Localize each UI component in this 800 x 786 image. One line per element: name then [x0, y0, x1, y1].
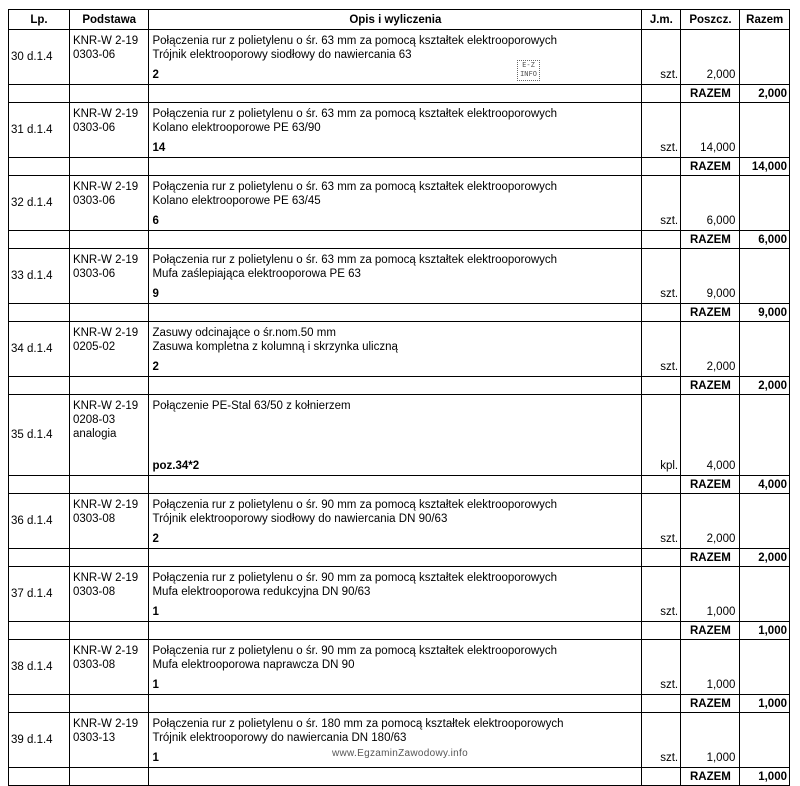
- sum-row: [9, 476, 790, 494]
- row-jm: szt.: [642, 30, 681, 85]
- row-lp: 33 d.1.4: [9, 249, 70, 304]
- podstawa-line: KNR-W 2-19: [72, 35, 139, 47]
- opis-line: Połączenia rur z polietylenu o śr. 63 mm za pomocą kształtek elektrooporowych: [152, 254, 558, 266]
- row-podstawa: [69, 103, 149, 158]
- sum-row: [9, 158, 790, 176]
- table-row: [9, 322, 790, 377]
- podstawa-line: analogia: [72, 428, 117, 440]
- table-row: [9, 249, 790, 304]
- sum-empty-cell: [642, 768, 681, 786]
- sum-empty-cell: [69, 85, 149, 103]
- row-razem-empty: [740, 176, 790, 231]
- opis-line: Trójnik elektrooporowy siodłowy do nawiercania 63: [152, 49, 412, 61]
- sum-value: 1,000: [740, 768, 790, 786]
- row-lp: 39 d.1.4: [9, 713, 70, 768]
- sum-empty-cell: [69, 549, 149, 567]
- sum-empty-cell: [69, 377, 149, 395]
- table-row: [9, 103, 790, 158]
- podstawa-line: KNR-W 2-19: [72, 572, 139, 584]
- opis-line: Zasuwa kompletna z kolumną i skrzynka uliczną: [152, 341, 398, 353]
- podstawa-line: 0205-02: [72, 341, 116, 353]
- header-jm: J.m.: [642, 10, 681, 30]
- sum-row: [9, 85, 790, 103]
- opis-line: Mufa zaślepiająca elektrooporowa PE 63: [152, 268, 361, 280]
- sum-empty-cell: [642, 622, 681, 640]
- row-opis: [149, 713, 642, 768]
- header-poszcz: Poszcz.: [681, 10, 740, 30]
- sum-label: RAZEM: [681, 231, 740, 249]
- header-row: [9, 10, 790, 30]
- watermark-logo: E-Z INFO: [517, 60, 540, 81]
- row-opis: [149, 176, 642, 231]
- sum-empty-cell: [9, 549, 70, 567]
- opis-line: Połączenia rur z polietylenu o śr. 90 mm za pomocą kształtek elektrooporowych: [152, 572, 558, 584]
- opis-line: Zasuwy odcinające o śr.nom.50 mm: [152, 327, 336, 339]
- sum-value: 14,000: [740, 158, 790, 176]
- sum-value: 1,000: [740, 695, 790, 713]
- opis-line: Połączenia rur z polietylenu o śr. 90 mm za pomocą kształtek elektrooporowych: [152, 645, 558, 657]
- header-razem: Razem: [740, 10, 790, 30]
- row-opis: [149, 494, 642, 549]
- row-ilosc: 1: [152, 752, 159, 764]
- podstawa-line: KNR-W 2-19: [72, 718, 139, 730]
- sum-value: 6,000: [740, 231, 790, 249]
- row-opis: [149, 30, 642, 85]
- row-ilosc: 2: [152, 361, 159, 373]
- sum-empty-cell: [9, 768, 70, 786]
- row-opis: [149, 249, 642, 304]
- row-podstawa: [69, 713, 149, 768]
- opis-line: Połączenia rur z polietylenu o śr. 63 mm za pomocą kształtek elektrooporowych: [152, 35, 558, 47]
- sum-empty-cell: [9, 377, 70, 395]
- sum-value: 1,000: [740, 622, 790, 640]
- opis-line: Mufa elektrooporowa naprawcza DN 90: [152, 659, 355, 671]
- podstawa-line: KNR-W 2-19: [72, 254, 139, 266]
- row-razem-empty: [740, 494, 790, 549]
- sum-empty-cell: [149, 695, 642, 713]
- sum-empty-cell: [9, 304, 70, 322]
- row-ilosc: 6: [152, 215, 159, 227]
- sum-empty-cell: [69, 768, 149, 786]
- sum-row: [9, 549, 790, 567]
- table-row: [9, 567, 790, 622]
- row-ilosc: 14: [152, 142, 166, 154]
- row-ilosc: 9: [152, 288, 159, 300]
- podstawa-line: 0303-06: [72, 49, 116, 61]
- sum-row: [9, 622, 790, 640]
- podstawa-line: 0303-06: [72, 195, 116, 207]
- opis-line: Połączenia rur z polietylenu o śr. 180 mm za pomocą kształtek elektrooporowych: [152, 718, 564, 730]
- row-poszcz: 9,000: [681, 249, 740, 304]
- row-jm: szt.: [642, 494, 681, 549]
- sum-empty-cell: [69, 158, 149, 176]
- row-podstawa: [69, 176, 149, 231]
- opis-line: Kolano elektrooporowe PE 63/90: [152, 122, 321, 134]
- opis-line: Połączenia rur z polietylenu o śr. 90 mm za pomocą kształtek elektrooporowych: [152, 499, 558, 511]
- sum-label: RAZEM: [681, 85, 740, 103]
- sum-empty-cell: [9, 158, 70, 176]
- podstawa-line: KNR-W 2-19: [72, 327, 139, 339]
- row-lp: 35 d.1.4: [9, 395, 70, 476]
- sum-empty-cell: [69, 476, 149, 494]
- header-opis: Opis i wyliczenia: [149, 10, 642, 30]
- sum-empty-cell: [642, 158, 681, 176]
- sum-empty-cell: [9, 85, 70, 103]
- podstawa-line: KNR-W 2-19: [72, 645, 139, 657]
- sum-empty-cell: [9, 622, 70, 640]
- row-poszcz: 14,000: [681, 103, 740, 158]
- row-poszcz: 1,000: [681, 713, 740, 768]
- sum-label: RAZEM: [681, 304, 740, 322]
- row-jm: szt.: [642, 103, 681, 158]
- row-lp: 36 d.1.4: [9, 494, 70, 549]
- sum-row: [9, 768, 790, 786]
- row-razem-empty: [740, 395, 790, 476]
- row-razem-empty: [740, 567, 790, 622]
- podstawa-line: 0303-06: [72, 122, 116, 134]
- sum-empty-cell: [149, 549, 642, 567]
- header-lp: Lp.: [9, 10, 70, 30]
- podstawa-line: KNR-W 2-19: [72, 400, 139, 412]
- podstawa-line: 0303-08: [72, 513, 116, 525]
- opis-line: Połączenie PE-Stal 63/50 z kołnierzem: [152, 400, 351, 412]
- sum-value: 2,000: [740, 549, 790, 567]
- sum-empty-cell: [69, 304, 149, 322]
- row-poszcz: 1,000: [681, 640, 740, 695]
- sum-label: RAZEM: [681, 158, 740, 176]
- sum-value: 9,000: [740, 304, 790, 322]
- sum-empty-cell: [9, 695, 70, 713]
- opis-line: Połączenia rur z polietylenu o śr. 63 mm za pomocą kształtek elektrooporowych: [152, 181, 558, 193]
- sum-empty-cell: [149, 304, 642, 322]
- sum-empty-cell: [642, 304, 681, 322]
- sum-empty-cell: [149, 768, 642, 786]
- row-ilosc: 2: [152, 69, 159, 81]
- row-poszcz: 2,000: [681, 30, 740, 85]
- row-podstawa: [69, 322, 149, 377]
- table-row: [9, 30, 790, 85]
- sum-empty-cell: [69, 231, 149, 249]
- table-row: [9, 713, 790, 768]
- row-razem-empty: [740, 640, 790, 695]
- sum-label: RAZEM: [681, 768, 740, 786]
- row-ilosc: 1: [152, 606, 159, 618]
- row-lp: 31 d.1.4: [9, 103, 70, 158]
- podstawa-line: 0208-03: [72, 414, 116, 426]
- sum-label: RAZEM: [681, 695, 740, 713]
- sum-label: RAZEM: [681, 377, 740, 395]
- podstawa-line: 0303-06: [72, 268, 116, 280]
- sum-empty-cell: [149, 85, 642, 103]
- sum-empty-cell: [9, 476, 70, 494]
- sum-label: RAZEM: [681, 476, 740, 494]
- row-opis: [149, 322, 642, 377]
- sum-empty-cell: [149, 231, 642, 249]
- row-poszcz: 6,000: [681, 176, 740, 231]
- row-razem-empty: [740, 103, 790, 158]
- row-jm: szt.: [642, 176, 681, 231]
- table-row: [9, 395, 790, 476]
- row-jm: szt.: [642, 249, 681, 304]
- sum-label: RAZEM: [681, 549, 740, 567]
- row-lp: 34 d.1.4: [9, 322, 70, 377]
- row-razem-empty: [740, 322, 790, 377]
- row-podstawa: [69, 494, 149, 549]
- cost-estimate-table: [8, 9, 790, 786]
- row-lp: 32 d.1.4: [9, 176, 70, 231]
- podstawa-line: 0303-08: [72, 659, 116, 671]
- row-poszcz: 1,000: [681, 567, 740, 622]
- sum-empty-cell: [69, 622, 149, 640]
- header-podstawa: Podstawa: [69, 10, 149, 30]
- sum-empty-cell: [642, 377, 681, 395]
- table-row: [9, 640, 790, 695]
- sum-empty-cell: [69, 695, 149, 713]
- row-poszcz: 2,000: [681, 494, 740, 549]
- opis-line: Połączenia rur z polietylenu o śr. 63 mm za pomocą kształtek elektrooporowych: [152, 108, 558, 120]
- opis-line: Kolano elektrooporowe PE 63/45: [152, 195, 321, 207]
- row-ilosc: 1: [152, 679, 159, 691]
- row-opis: [149, 395, 642, 476]
- sum-value: 4,000: [740, 476, 790, 494]
- row-lp: 37 d.1.4: [9, 567, 70, 622]
- row-jm: szt.: [642, 640, 681, 695]
- sum-empty-cell: [642, 85, 681, 103]
- footer-url: www.EgzaminZawodowy.info: [332, 748, 468, 759]
- row-podstawa: [69, 567, 149, 622]
- sum-row: [9, 377, 790, 395]
- sum-label: RAZEM: [681, 622, 740, 640]
- row-lp: 30 d.1.4: [9, 30, 70, 85]
- row-podstawa: [69, 395, 149, 476]
- row-podstawa: [69, 249, 149, 304]
- row-opis: [149, 567, 642, 622]
- sum-empty-cell: [149, 377, 642, 395]
- sum-empty-cell: [642, 549, 681, 567]
- opis-line: Trójnik elektrooporowy do nawiercania DN 180/63: [152, 732, 407, 744]
- row-razem-empty: [740, 249, 790, 304]
- sum-row: [9, 231, 790, 249]
- row-opis: [149, 103, 642, 158]
- row-poszcz: 4,000: [681, 395, 740, 476]
- opis-line: Trójnik elektrooporowy siodłowy do nawiercania DN 90/63: [152, 513, 448, 525]
- podstawa-line: 0303-08: [72, 586, 116, 598]
- row-razem-empty: [740, 713, 790, 768]
- sum-empty-cell: [642, 695, 681, 713]
- row-podstawa: [69, 30, 149, 85]
- sum-empty-cell: [642, 476, 681, 494]
- table-row: [9, 176, 790, 231]
- sum-empty-cell: [9, 231, 70, 249]
- row-opis: [149, 640, 642, 695]
- row-lp: 38 d.1.4: [9, 640, 70, 695]
- opis-line: Mufa elektrooporowa redukcyjna DN 90/63: [152, 586, 371, 598]
- sum-row: [9, 695, 790, 713]
- table-body: [9, 30, 790, 786]
- row-ilosc: poz.34*2: [152, 460, 200, 472]
- podstawa-line: KNR-W 2-19: [72, 108, 139, 120]
- sum-empty-cell: [149, 158, 642, 176]
- row-jm: szt.: [642, 322, 681, 377]
- row-podstawa: [69, 640, 149, 695]
- sum-value: 2,000: [740, 377, 790, 395]
- sum-row: [9, 304, 790, 322]
- podstawa-line: 0303-13: [72, 732, 116, 744]
- podstawa-line: KNR-W 2-19: [72, 499, 139, 511]
- row-jm: szt.: [642, 713, 681, 768]
- row-ilosc: 2: [152, 533, 159, 545]
- podstawa-line: KNR-W 2-19: [72, 181, 139, 193]
- sum-empty-cell: [149, 622, 642, 640]
- row-poszcz: 2,000: [681, 322, 740, 377]
- sum-empty-cell: [642, 231, 681, 249]
- table-row: [9, 494, 790, 549]
- sum-empty-cell: [149, 476, 642, 494]
- row-razem-empty: [740, 30, 790, 85]
- row-jm: szt.: [642, 567, 681, 622]
- sum-value: 2,000: [740, 85, 790, 103]
- row-jm: kpl.: [642, 395, 681, 476]
